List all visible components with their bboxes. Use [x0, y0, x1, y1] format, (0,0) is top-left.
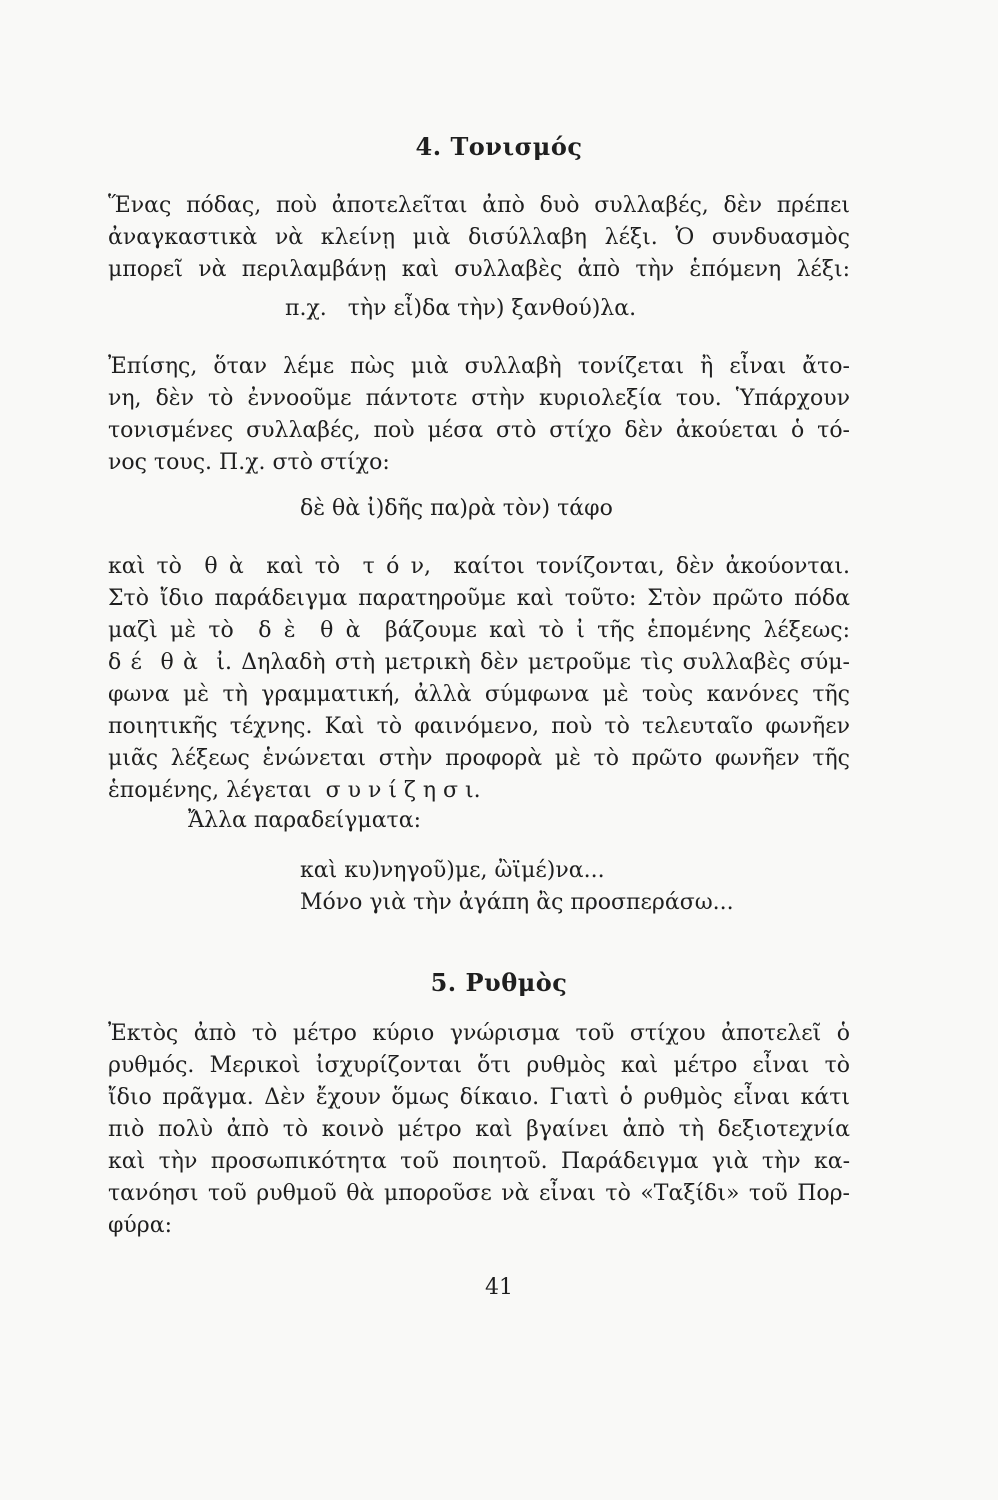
text-line: δ έ θ ὰ ἰ. Δηλαδὴ στὴ μετρικὴ δὲν μετροῦμε τὶς συλλαβὲς σύμ- — [108, 650, 850, 675]
example-line: Μόνο γιὰ τὴν ἀγάπη ἂς προσπεράσω... — [300, 890, 734, 915]
section-4-title: 4. Τονισμός — [415, 132, 583, 161]
text-line: ἑπομένης, λέγεται σ υ ν ί ζ η σ ι. — [108, 778, 481, 803]
text-line: καὶ τὴν προσωπικότητα τοῦ ποιητοῦ. Παράδειγμα γιὰ τὴν κα- — [108, 1149, 850, 1174]
section-5-paragraph-1 — [108, 1018, 850, 1242]
text-line: νος τους. Π.χ. στὸ στίχο: — [108, 450, 390, 475]
text-line: Ἐκτὸς ἀπὸ τὸ μέτρο κύριο γνώρισμα τοῦ στίχου ἀποτελεῖ ὁ — [108, 1021, 850, 1046]
text-line: φωνα μὲ τὴ γραμματική, ἀλλὰ σύμφωνα μὲ τοὺς κανόνες τῆς — [108, 682, 850, 707]
text-line: πιὸ πολὺ ἀπὸ τὸ κοινὸ μέτρο καὶ βγαίνει ἀπὸ τὴ δεξιοτεχνία — [108, 1117, 850, 1142]
text-line: Ἕνας πόδας, ποὺ ἀποτελεῖται ἀπὸ δυὸ συλλαβές, δὲν πρέπει — [108, 193, 850, 218]
example-line: δὲ θὰ ἰ)δῆς πα)ρὰ τὸν) τάφο — [300, 496, 613, 521]
text-line: τονισμένες συλλαβές, ποὺ μέσα στὸ στίχο δὲν ἀκούεται ὁ τό- — [108, 418, 850, 443]
text-line: μαζὶ μὲ τὸ δ ὲ θ ὰ βάζουμε καὶ τὸ ἰ τῆς ἑπομένης λέξεως: — [108, 618, 850, 643]
section-5-title: 5. Ρυθμὸς — [430, 968, 568, 997]
text-line: ποιητικῆς τέχνης. Καὶ τὸ φαινόμενο, ποὺ τὸ τελευταῖο φωνῆεν — [108, 714, 850, 739]
text-line: μπορεῖ νὰ περιλαμβάνῃ καὶ συλλαβὲς ἀπὸ τὴν ἑπόμενη λέξι: — [108, 257, 850, 282]
text-line: μιᾶς λέξεως ἑνώνεται στὴν προφορὰ μὲ τὸ πρῶτο φωνῆεν τῆς — [108, 746, 850, 771]
text-line: τανόησι τοῦ ρυθμοῦ θὰ μποροῦσε νὰ εἶναι τὸ «Ταξίδι» τοῦ Πορ- — [108, 1181, 850, 1206]
text-line: φύρα: — [108, 1213, 172, 1238]
section-4-paragraph-3 — [108, 551, 850, 807]
text-line: καὶ τὸ θ ὰ καὶ τὸ τ ό ν, καίτοι τονίζονται, δὲν ἀκούονται. — [108, 554, 850, 579]
section-4-paragraph-1 — [108, 190, 850, 286]
page-number: 41 — [485, 1275, 513, 1300]
text-line: νη, δὲν τὸ ἐννοοῦμε πάντοτε στὴν κυριολεξία του. Ὑπάρχουν — [108, 386, 850, 411]
text-line: ἀναγκαστικὰ νὰ κλείνῃ μιὰ δισύλλαβη λέξι. Ὁ συνδυασμὸς — [108, 225, 850, 250]
examples-intro: Ἄλλα παραδείγματα: — [188, 808, 421, 833]
text-line: ἴδιο πρᾶγμα. Δὲν ἔχουν ὅμως δίκαιο. Γιατὶ ὁ ρυθμὸς εἶναι κάτι — [108, 1085, 850, 1110]
text-line: ρυθμός. Μερικοὶ ἰσχυρίζονται ὅτι ρυθμὸς καὶ μέτρο εἶναι τὸ — [108, 1053, 850, 1078]
text-line: Ἐπίσης, ὅταν λέμε πὼς μιὰ συλλαβὴ τονίζεται ἢ εἶναι ἄτο- — [108, 354, 850, 379]
text-line: Στὸ ἴδιο παράδειγμα παρατηροῦμε καὶ τοῦτο: Στὸν πρῶτο πόδα — [108, 586, 850, 611]
example-line: π.χ. τὴν εἶ)δα τὴν) ξανθού)λα. — [285, 296, 637, 321]
example-line: καὶ κυ)νηγοῦ)με, ὢϊμέ)να... — [300, 858, 605, 883]
section-4-paragraph-2 — [108, 351, 850, 479]
